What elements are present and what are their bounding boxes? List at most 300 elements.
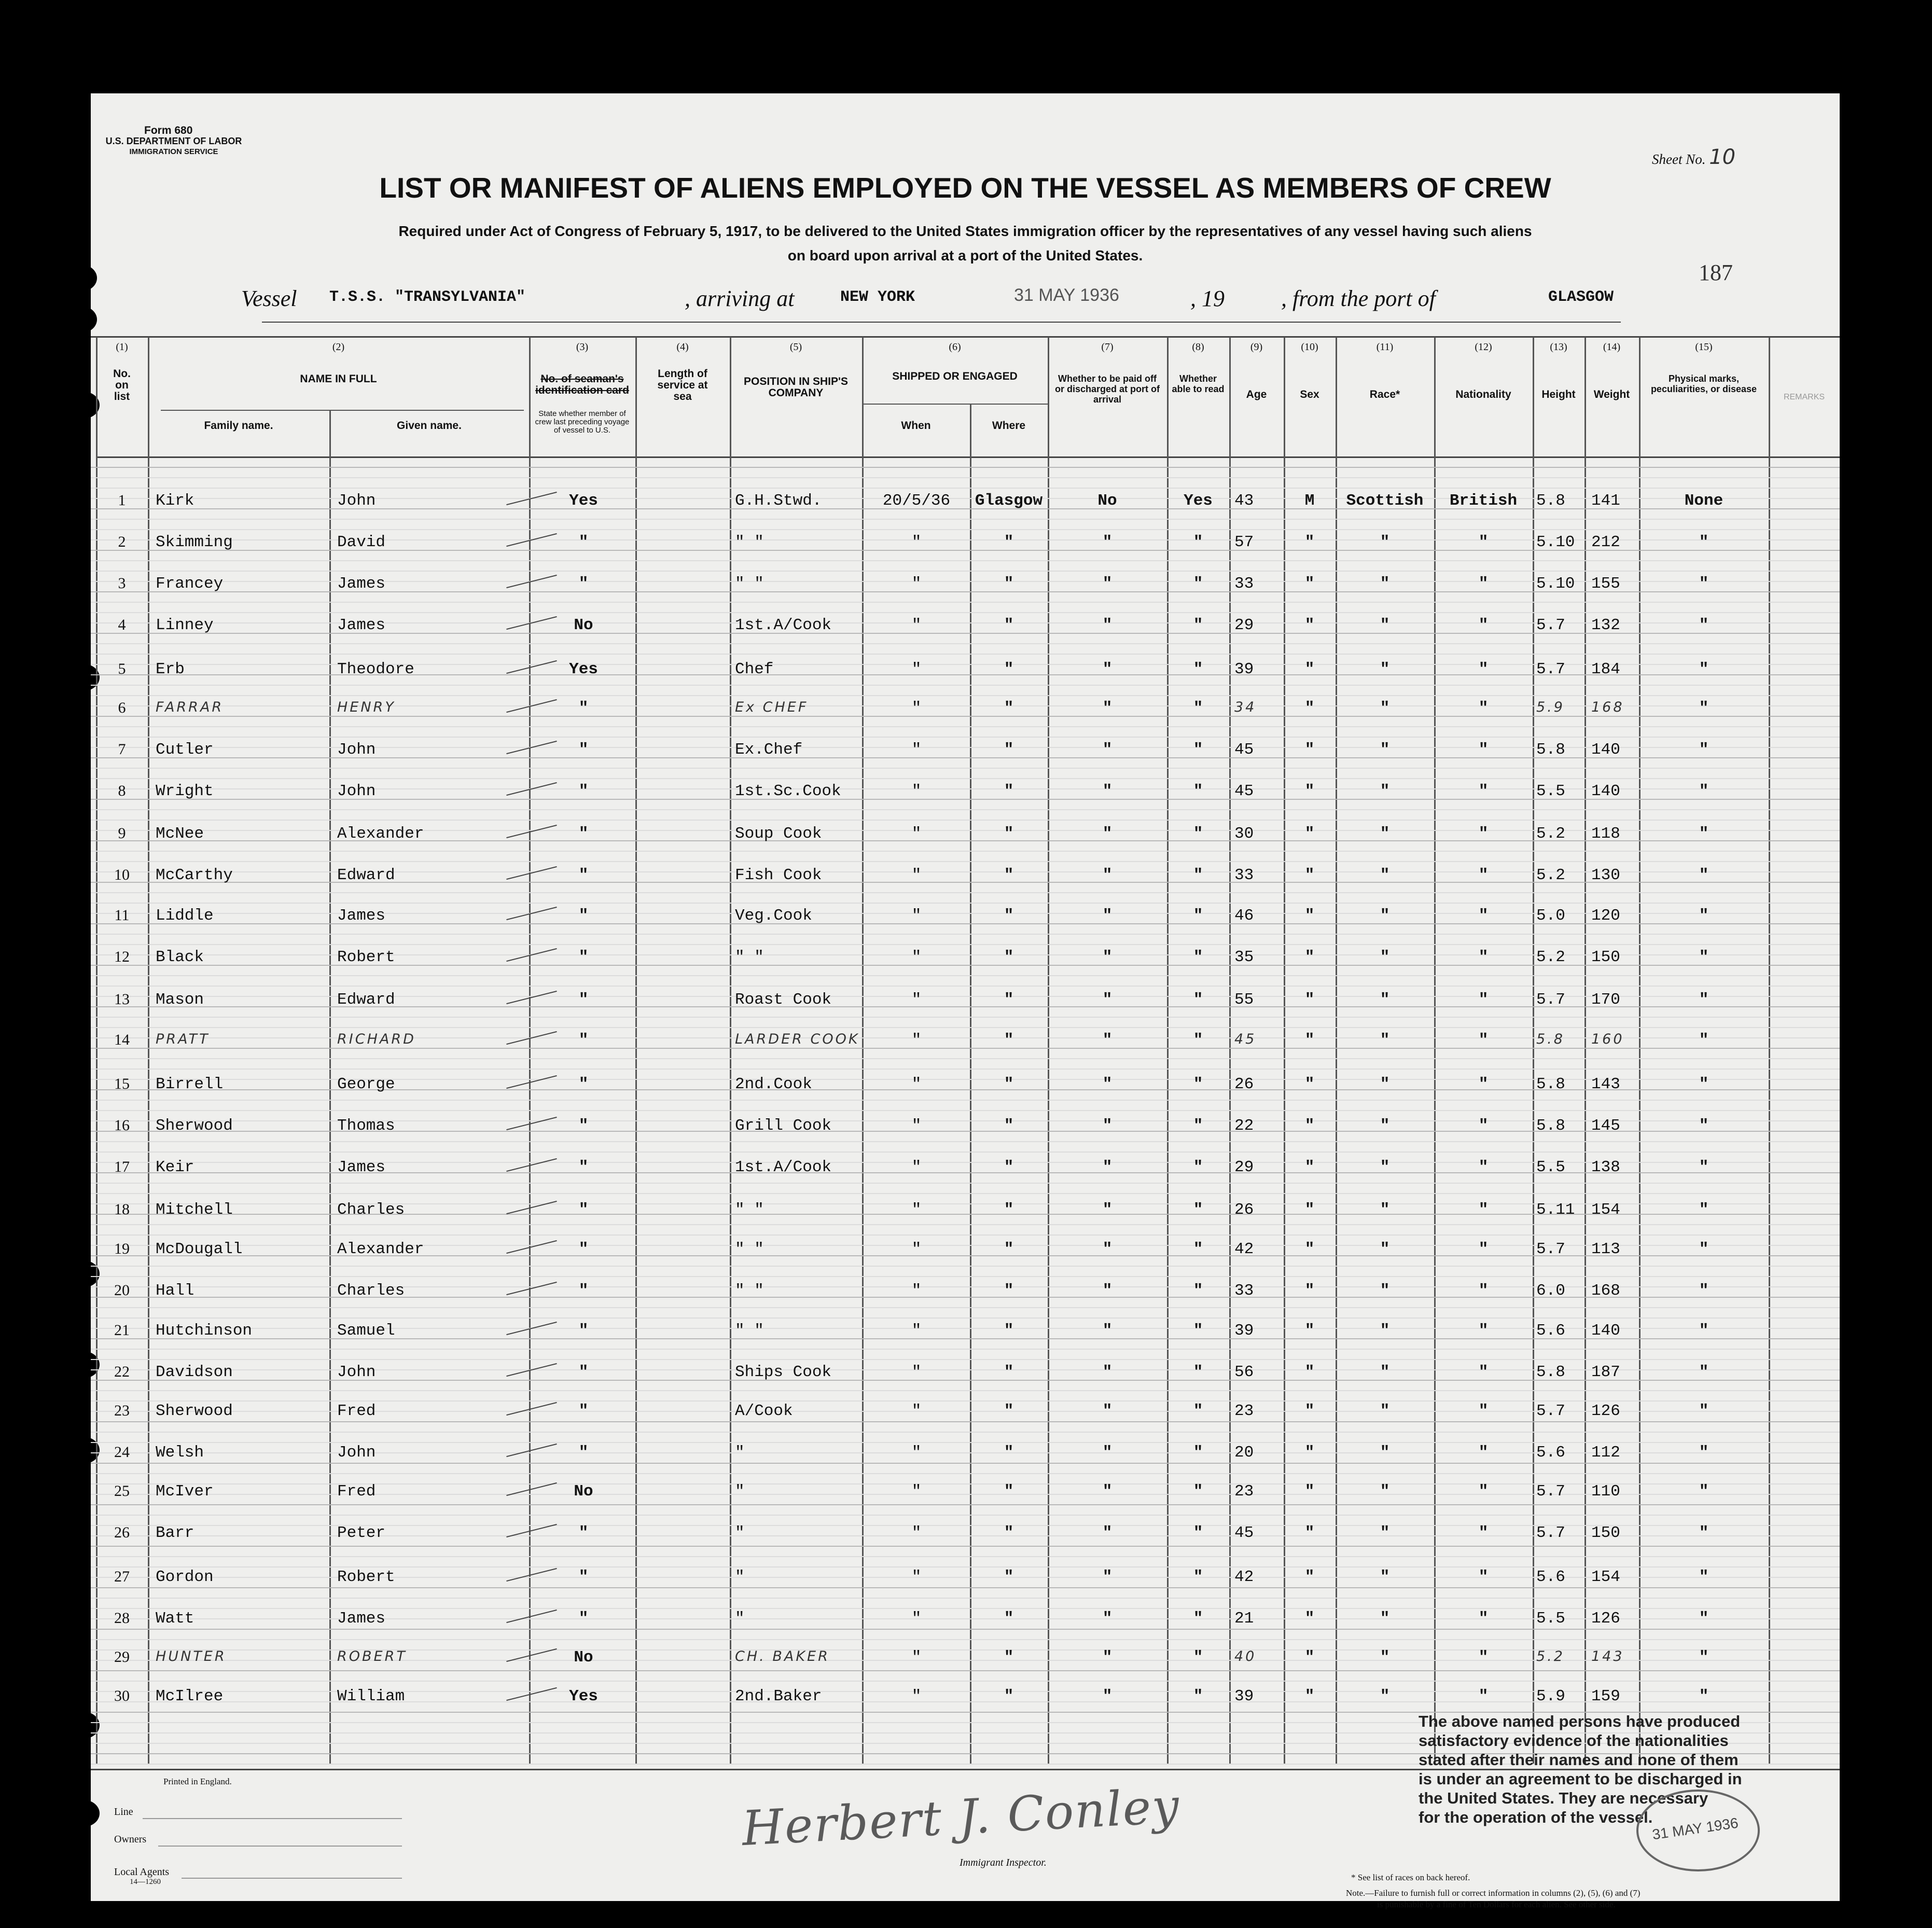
cell-given-name: HENRY	[337, 699, 396, 715]
cell-seaman-card: "	[578, 1363, 589, 1381]
cell-family-name: Welsh	[156, 1444, 204, 1462]
cell-shipped-when: "	[911, 907, 922, 925]
cell-given-name: Robert	[337, 1568, 395, 1586]
cell-row-number: 25	[114, 1482, 130, 1500]
cell-physical-marks: "	[1699, 1363, 1709, 1381]
cell-family-name: Erb	[156, 660, 185, 678]
sheet-number-label: Sheet No. 10	[1652, 145, 1736, 169]
cell-shipped-when: "	[911, 1524, 922, 1542]
cell-sex: "	[1304, 782, 1315, 800]
cell-shipped-when: "	[911, 1158, 922, 1176]
cell-seaman-card: "	[578, 782, 589, 800]
cell-row-number: 11	[114, 907, 130, 924]
cell-physical-marks: "	[1699, 907, 1709, 925]
cell-height: 5.7	[1536, 1524, 1565, 1542]
cell-shipped-when: "	[911, 1363, 922, 1381]
cell-weight: 140	[1591, 782, 1620, 800]
cell-able-to-read: "	[1193, 1482, 1203, 1501]
cell-height: 5.10	[1536, 575, 1575, 593]
cell-paid-off: "	[1102, 1482, 1113, 1501]
cell-height: 5.7	[1536, 1240, 1565, 1258]
cell-position: " "	[735, 1240, 764, 1258]
cell-shipped-where: "	[1004, 866, 1014, 884]
col-number: (2)	[332, 341, 345, 353]
page-number: 187	[1699, 260, 1733, 285]
cell-nationality: "	[1478, 616, 1489, 634]
date-stamp: 31 MAY 1936	[1014, 285, 1119, 305]
cell-able-to-read: "	[1193, 1687, 1203, 1705]
cell-shipped-where: "	[1004, 1240, 1014, 1258]
cell-nationality: "	[1478, 1240, 1489, 1258]
cell-sex: "	[1304, 1201, 1315, 1219]
cell-seaman-card: Yes	[569, 660, 598, 678]
cell-shipped-when: "	[911, 741, 922, 759]
cell-position: " "	[735, 575, 764, 593]
cell-shipped-where: "	[1004, 907, 1014, 925]
cell-height: 5.5	[1536, 782, 1565, 800]
cell-height: 5.2	[1536, 1648, 1565, 1665]
cell-nationality: "	[1478, 1482, 1489, 1501]
cell-position: 1st.A/Cook	[735, 1158, 832, 1176]
table-row	[91, 488, 1840, 529]
cell-sex: "	[1304, 699, 1315, 717]
cell-physical-marks: "	[1699, 575, 1709, 593]
cell-weight: 187	[1591, 1363, 1620, 1381]
cell-given-name: Samuel	[337, 1322, 395, 1340]
cell-position: "	[735, 1610, 745, 1628]
header-seaman-card-note: State whether member of crew last preceding voyage of vessel to U.S.	[535, 409, 630, 435]
cell-age: 35	[1234, 948, 1254, 966]
cell-seaman-card: "	[578, 907, 589, 925]
cell-sex: "	[1304, 660, 1315, 678]
cell-position: 2nd.Baker	[735, 1687, 822, 1705]
cell-physical-marks: "	[1699, 1444, 1709, 1462]
cell-shipped-where: "	[1004, 533, 1014, 551]
cell-sex: "	[1304, 1117, 1315, 1135]
header-weight: Weight	[1593, 389, 1630, 400]
cell-sex: "	[1304, 1687, 1315, 1705]
cell-shipped-when: "	[911, 699, 922, 717]
cell-row-number: 29	[114, 1648, 130, 1666]
cell-row-number: 14	[114, 1031, 130, 1048]
table-row	[91, 1027, 1840, 1069]
cell-able-to-read: "	[1193, 1240, 1203, 1258]
cell-race: "	[1380, 1322, 1390, 1340]
cell-age: 39	[1234, 1687, 1254, 1705]
punch-hole	[67, 1800, 100, 1827]
cell-shipped-where: "	[1004, 1687, 1014, 1705]
cell-paid-off: "	[1102, 1075, 1113, 1093]
cell-height: 5.2	[1536, 825, 1565, 843]
cell-paid-off: "	[1102, 1201, 1113, 1219]
cell-age: 34	[1234, 699, 1257, 715]
cell-age: 20	[1234, 1444, 1254, 1462]
cell-row-number: 27	[114, 1568, 130, 1585]
cell-race: "	[1380, 699, 1390, 717]
table-row	[91, 821, 1840, 862]
cell-paid-off: "	[1102, 948, 1113, 966]
cell-nationality: "	[1478, 1075, 1489, 1093]
header-shipped: SHIPPED OR ENGAGED	[892, 370, 1018, 382]
cell-race: "	[1380, 660, 1390, 678]
cell-weight: 168	[1591, 699, 1624, 715]
col-number: (13)	[1550, 341, 1567, 353]
cell-physical-marks: "	[1699, 1524, 1709, 1542]
cell-seaman-card: "	[578, 1610, 589, 1628]
cell-sex: "	[1304, 533, 1315, 551]
cell-race: "	[1380, 741, 1390, 759]
name-divider	[161, 410, 524, 411]
cell-shipped-when: "	[911, 1568, 922, 1586]
cell-position: LARDER COOK	[735, 1031, 860, 1047]
cell-family-name: Keir	[156, 1158, 194, 1176]
cell-shipped-when: "	[911, 1648, 922, 1667]
cell-weight: 154	[1591, 1568, 1620, 1586]
cell-family-name: Black	[156, 948, 204, 966]
header-able-read: Whether able to read	[1172, 373, 1225, 394]
cell-seaman-card: No	[574, 616, 593, 634]
vessel-label: Vessel	[241, 286, 297, 311]
cell-height: 5.6	[1536, 1444, 1565, 1462]
cell-height: 5.6	[1536, 1568, 1565, 1586]
cell-nationality: "	[1478, 1282, 1489, 1300]
cell-height: 5.9	[1536, 699, 1565, 715]
cell-row-number: 21	[114, 1322, 130, 1339]
cell-family-name: Liddle	[156, 907, 214, 925]
cell-shipped-where: "	[1004, 575, 1014, 593]
cell-given-name: David	[337, 533, 386, 551]
cell-row-number: 10	[114, 866, 130, 883]
table-row	[91, 1113, 1840, 1154]
cell-sex: "	[1304, 907, 1315, 925]
cell-physical-marks: "	[1699, 1648, 1709, 1667]
cell-age: 23	[1234, 1402, 1254, 1420]
cell-shipped-when: "	[911, 1322, 922, 1340]
col-number: (3)	[576, 341, 589, 353]
form-code: 14—1260	[130, 1878, 161, 1886]
cell-height: 5.2	[1536, 948, 1565, 966]
header-given-name: Given name.	[397, 420, 462, 432]
cell-shipped-when: "	[911, 1610, 922, 1628]
cell-height: 5.5	[1536, 1158, 1565, 1176]
col-number: (12)	[1475, 341, 1492, 353]
cell-seaman-card: "	[578, 1322, 589, 1340]
cell-age: 33	[1234, 575, 1254, 593]
cell-age: 23	[1234, 1482, 1254, 1501]
cell-seaman-card: "	[578, 948, 589, 966]
cell-shipped-when: 20/5/36	[882, 492, 951, 510]
cell-weight: 113	[1591, 1240, 1620, 1258]
cell-shipped-where: "	[1004, 1568, 1014, 1586]
from-label: , from the port of	[1281, 286, 1436, 311]
cell-race: "	[1380, 1117, 1390, 1135]
cell-paid-off: "	[1102, 1402, 1113, 1420]
cell-family-name: HUNTER	[156, 1648, 227, 1665]
table-row	[91, 737, 1840, 778]
cell-physical-marks: "	[1699, 1402, 1709, 1420]
cell-given-name: Robert	[337, 948, 395, 966]
cell-weight: 160	[1591, 1031, 1624, 1047]
ruled-line	[91, 467, 1840, 468]
cell-position: Chef	[735, 660, 774, 678]
cell-given-name: John	[337, 1363, 376, 1381]
col-number: (4)	[676, 341, 689, 353]
cell-given-name: Edward	[337, 991, 395, 1009]
cell-family-name: Sherwood	[156, 1402, 233, 1420]
cell-sex: M	[1304, 492, 1315, 510]
cell-race: "	[1380, 1201, 1390, 1219]
inspector-label: Immigrant Inspector.	[960, 1857, 1047, 1868]
cell-race: "	[1380, 991, 1390, 1009]
cell-row-number: 22	[114, 1363, 130, 1380]
cell-shipped-when: "	[911, 1240, 922, 1258]
arriving-port: NEW YORK	[840, 288, 915, 306]
cell-paid-off: "	[1102, 866, 1113, 884]
cell-shipped-where: "	[1004, 1282, 1014, 1300]
cell-nationality: "	[1478, 1201, 1489, 1219]
col-number: (9)	[1250, 341, 1263, 353]
col-number: (15)	[1695, 341, 1713, 353]
cell-paid-off: "	[1102, 1610, 1113, 1628]
cell-paid-off: "	[1102, 533, 1113, 551]
cell-given-name: Alexander	[337, 1240, 424, 1258]
cell-weight: 143	[1591, 1648, 1624, 1665]
cell-row-number: 26	[114, 1524, 130, 1541]
col-number: (1)	[116, 341, 128, 353]
cell-height: 5.8	[1536, 741, 1565, 759]
cell-shipped-when: "	[911, 866, 922, 884]
cell-able-to-read: "	[1193, 533, 1203, 551]
cell-nationality: "	[1478, 1031, 1489, 1049]
cell-shipped-where: "	[1004, 1158, 1014, 1176]
cell-physical-marks: "	[1699, 660, 1709, 678]
cell-family-name: Birrell	[156, 1075, 224, 1093]
col-number: (6)	[949, 341, 961, 353]
cell-position: "	[735, 1524, 745, 1542]
cell-position: 2nd.Cook	[735, 1075, 812, 1093]
cell-shipped-when: "	[911, 1201, 922, 1219]
cell-nationality: "	[1478, 699, 1489, 717]
cell-able-to-read: "	[1193, 1648, 1203, 1667]
year-label: , 19	[1190, 286, 1225, 311]
cell-height: 5.8	[1536, 1031, 1565, 1047]
cell-shipped-when: "	[911, 533, 922, 551]
cell-race: "	[1380, 1610, 1390, 1628]
cell-position: Veg.Cook	[735, 907, 812, 925]
table-row	[91, 1398, 1840, 1439]
cell-seaman-card: "	[578, 1075, 589, 1093]
col-number: (11)	[1376, 341, 1394, 353]
cell-weight: 212	[1591, 533, 1620, 551]
cell-sex: "	[1304, 1158, 1315, 1176]
cell-paid-off: "	[1102, 616, 1113, 634]
cell-physical-marks: "	[1699, 741, 1709, 759]
table-row	[91, 1071, 1840, 1113]
cell-able-to-read: "	[1193, 1610, 1203, 1628]
owners-rule	[158, 1846, 402, 1847]
stamp-line: The above named persons have produced	[1419, 1712, 1741, 1730]
cell-nationality: "	[1478, 741, 1489, 759]
cell-nationality: "	[1478, 660, 1489, 678]
department-label: U.S. DEPARTMENT OF LABOR	[105, 136, 242, 146]
cell-family-name: Hall	[156, 1282, 194, 1300]
table-row	[91, 1317, 1840, 1359]
cell-nationality: "	[1478, 1363, 1489, 1381]
printed-label: Printed in England.	[163, 1777, 232, 1786]
cell-row-number: 28	[114, 1610, 130, 1627]
header-age: Age	[1246, 389, 1267, 400]
cell-paid-off: "	[1102, 1568, 1113, 1586]
cell-family-name: Hutchinson	[156, 1322, 253, 1340]
cell-height: 5.8	[1536, 1075, 1565, 1093]
cell-shipped-when: "	[911, 1444, 922, 1462]
cell-race: "	[1380, 948, 1390, 966]
cell-position: "	[735, 1482, 745, 1501]
cell-shipped-where: "	[1004, 1444, 1014, 1462]
header-remarks: REMARKS	[1783, 393, 1825, 401]
cell-given-name: James	[337, 616, 386, 634]
cell-seaman-card: Yes	[569, 492, 598, 510]
cell-race: "	[1380, 866, 1390, 884]
cell-age: 45	[1234, 1031, 1257, 1047]
cell-physical-marks: "	[1699, 1201, 1709, 1219]
cell-shipped-when: "	[911, 1031, 922, 1049]
cell-height: 5.7	[1536, 991, 1565, 1009]
cell-able-to-read: "	[1193, 1444, 1203, 1462]
manifest-subtitle-1: Required under Act of Congress of February 5, 1917, to be delivered to the United States immigration officer by the representatives of any vessel having such aliens	[398, 223, 1532, 239]
penalty-note-2: is punishable by a fine of Ten Dollars for each alien. See other side.	[1377, 1899, 1616, 1909]
form-number: Form 680	[144, 124, 193, 136]
cell-paid-off: "	[1102, 741, 1113, 759]
cell-age: 21	[1234, 1610, 1254, 1628]
cell-row-number: 7	[118, 741, 126, 758]
cell-race: "	[1380, 575, 1390, 593]
cell-weight: 132	[1591, 616, 1620, 634]
cell-position: Grill Cook	[735, 1117, 832, 1135]
cell-age: 26	[1234, 1201, 1254, 1219]
cell-physical-marks: "	[1699, 616, 1709, 634]
cell-given-name: George	[337, 1075, 395, 1093]
table-row	[91, 778, 1840, 820]
cell-given-name: James	[337, 1158, 386, 1176]
cell-shipped-when: "	[911, 1075, 922, 1093]
cell-given-name: John	[337, 492, 376, 510]
cell-row-number: 9	[118, 825, 126, 842]
cell-shipped-where: "	[1004, 1524, 1014, 1542]
table-row	[91, 612, 1840, 654]
cell-row-number: 8	[118, 782, 126, 799]
cell-sex: "	[1304, 866, 1315, 884]
table-row	[91, 571, 1840, 612]
cell-position: A/Cook	[735, 1402, 793, 1420]
cell-sex: "	[1304, 616, 1315, 634]
cell-given-name: Charles	[337, 1282, 405, 1300]
table-row	[91, 987, 1840, 1028]
table-row	[91, 1359, 1840, 1400]
cell-race: "	[1380, 1482, 1390, 1501]
cell-row-number: 24	[114, 1444, 130, 1461]
table-row	[91, 903, 1840, 944]
cell-age: 33	[1234, 866, 1254, 884]
cell-position: " "	[735, 948, 764, 966]
cell-position: 1st.A/Cook	[735, 616, 832, 634]
cell-weight: 118	[1591, 825, 1620, 843]
cell-given-name: Thomas	[337, 1117, 395, 1135]
col-number: (10)	[1301, 341, 1318, 353]
cell-shipped-when: "	[911, 1687, 922, 1705]
cell-age: 46	[1234, 907, 1254, 925]
cell-height: 5.8	[1536, 492, 1565, 510]
cell-weight: 140	[1591, 741, 1620, 759]
header-paid-off: Whether to be paid off or discharged at port of arrival	[1054, 373, 1160, 405]
cell-seaman-card: "	[578, 1524, 589, 1542]
cell-able-to-read: "	[1193, 1117, 1203, 1135]
cell-paid-off: "	[1102, 782, 1113, 800]
cell-physical-marks: "	[1699, 991, 1709, 1009]
cell-family-name: Watt	[156, 1610, 194, 1628]
cell-family-name: Gordon	[156, 1568, 214, 1586]
cell-row-number: 4	[118, 616, 126, 633]
cell-nationality: "	[1478, 866, 1489, 884]
header-bottom-border	[96, 456, 1840, 458]
cell-able-to-read: "	[1193, 1282, 1203, 1300]
cell-shipped-when: "	[911, 782, 922, 800]
cell-physical-marks: "	[1699, 533, 1709, 551]
cell-seaman-card: "	[578, 1402, 589, 1420]
cell-given-name: John	[337, 782, 376, 800]
cell-position: Ex.Chef	[735, 741, 803, 759]
cell-physical-marks: "	[1699, 1075, 1709, 1093]
cell-given-name: Alexander	[337, 825, 424, 843]
cell-height: 5.8	[1536, 1363, 1565, 1381]
cell-paid-off: "	[1102, 660, 1113, 678]
cell-sex: "	[1304, 1610, 1315, 1628]
cell-age: 29	[1234, 1158, 1254, 1176]
cell-age: 45	[1234, 782, 1254, 800]
cell-seaman-card: No	[574, 1482, 593, 1501]
cell-paid-off: "	[1102, 699, 1113, 717]
cell-height: 5.5	[1536, 1610, 1565, 1628]
cell-age: 45	[1234, 1524, 1254, 1542]
cell-age: 40	[1234, 1648, 1257, 1665]
cell-shipped-where: Glasgow	[975, 492, 1043, 510]
cell-family-name: Barr	[156, 1524, 194, 1542]
col-number: (8)	[1192, 341, 1204, 353]
cell-weight: 143	[1591, 1075, 1620, 1093]
cell-shipped-where: "	[1004, 1322, 1014, 1340]
table-row	[91, 1278, 1840, 1319]
cell-given-name: Charles	[337, 1201, 405, 1219]
cell-height: 5.7	[1536, 1402, 1565, 1420]
cell-family-name: McIlree	[156, 1687, 224, 1705]
cell-nationality: "	[1478, 1322, 1489, 1340]
table-row	[91, 1236, 1840, 1278]
cell-sex: "	[1304, 1402, 1315, 1420]
cell-nationality: "	[1478, 1568, 1489, 1586]
cell-height: 5.7	[1536, 616, 1565, 634]
stamp-line: the United States. They are necessary	[1419, 1789, 1708, 1807]
cell-race: "	[1380, 1648, 1390, 1667]
cell-paid-off: "	[1102, 907, 1113, 925]
cell-seaman-card: No	[574, 1648, 593, 1667]
table-row	[91, 1439, 1840, 1481]
vessel-name: T.S.S. "TRANSYLVANIA"	[329, 288, 526, 306]
cell-shipped-where: "	[1004, 616, 1014, 634]
cell-able-to-read: "	[1193, 1568, 1203, 1586]
cell-paid-off: "	[1102, 991, 1113, 1009]
cell-race: "	[1380, 825, 1390, 843]
cell-sex: "	[1304, 1282, 1315, 1300]
